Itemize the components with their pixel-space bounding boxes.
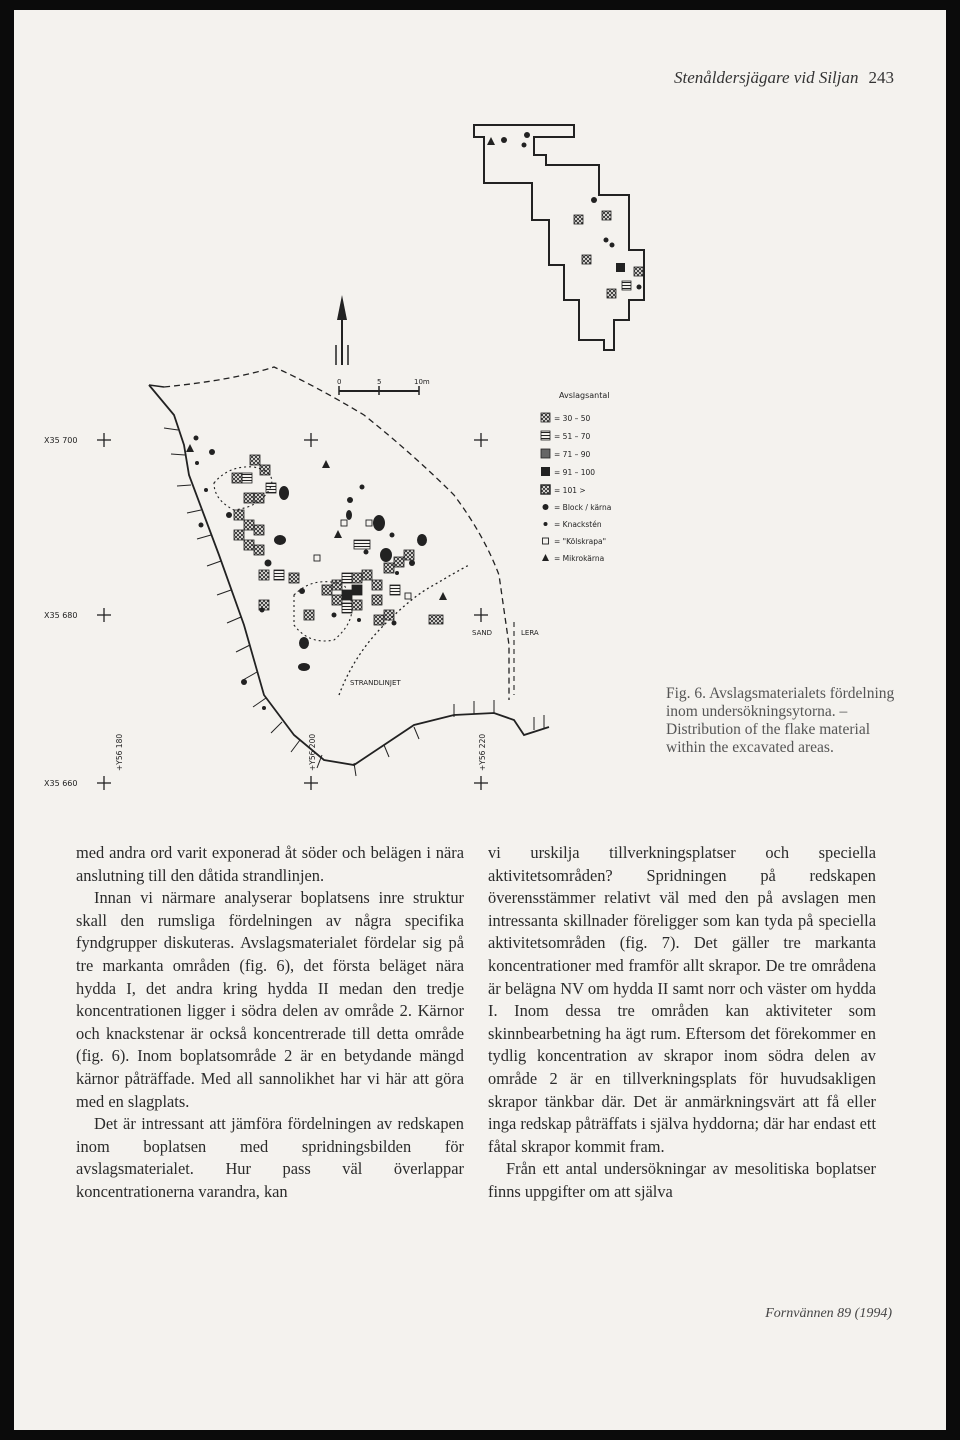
label-lera: LERA [521, 629, 539, 637]
legend-title: Avslagsantal [559, 391, 610, 400]
legend-item-kolskrapa [543, 537, 607, 546]
legend-label: = Block / kärna [554, 503, 612, 512]
distribution-map-figure [44, 95, 714, 815]
filled-square-icon [541, 467, 550, 476]
legend-item-mikrokarna [542, 554, 604, 563]
legend-label: = 71 – 90 [554, 450, 591, 459]
legend-label: = "Kölskrapa" [554, 537, 607, 546]
paragraph: med andra ord varit exponerad åt söder och belägen i nära anslutning till den dåtida strandlinjen. [76, 843, 464, 885]
label-strandlinjet: STRANDLINJET [350, 679, 401, 687]
coord-y56200: +Y56 200 [308, 733, 317, 771]
filled-dot-icon [543, 504, 549, 510]
legend-label: = 91 – 100 [554, 468, 596, 477]
text-column-left [76, 842, 464, 1204]
scale-label-10: 10m [414, 378, 430, 386]
map-drawing [44, 95, 714, 815]
scale-bar [337, 378, 430, 395]
legend-item-101 [541, 485, 586, 495]
journal-page [14, 10, 946, 1430]
legend-item-71-90 [541, 449, 591, 459]
legend [541, 391, 611, 563]
open-square-icon [543, 538, 549, 544]
scale-label-0: 0 [337, 378, 342, 386]
coord-x35660: X35 660 [44, 779, 78, 788]
strandlinje-dotted [339, 565, 469, 695]
legend-label: = Knackstén [554, 520, 602, 529]
coord-x35700: X35 700 [44, 436, 78, 445]
legend-item-block-karna [543, 503, 612, 512]
label-sand: SAND [472, 629, 492, 637]
page-number: 243 [868, 68, 894, 87]
scale-label-5: 5 [377, 378, 382, 386]
coord-x35680: X35 680 [44, 611, 78, 620]
small-dot-icon [544, 522, 548, 526]
striped-square-icon [541, 431, 550, 440]
north-arrow-icon [336, 295, 348, 365]
cross-hatch-square-icon [541, 413, 550, 422]
paragraph: Innan vi närmare analyserar boplatsens inre struktur skall den rumsliga fördelningen av några specifika fyndgrupper diskuteras. Avslagsmaterialet fördelar sig på tre markanta områden (fig. 6), det första beläget nära hydda I, det andra kring hydda II medan den tredje koncentrationen ligger i södra delen av område 2. Kärnor och knackstenar är också koncentrerade till detta område (fig. 6). Inom boplatsområde 2 är en betydande mängd kärnor påträffade. Med all sannolikhet har vi här att göra med en slagplats. [76, 888, 464, 1111]
legend-item-91-100 [541, 467, 595, 477]
journal-footer: Fornvännen 89 (1994) [765, 1306, 892, 1321]
triangle-icon [542, 554, 549, 561]
coord-y56180: +Y56 180 [115, 733, 124, 771]
figure-caption: Fig. 6. Avslagsmaterialets fördelning inom undersökningsytorna. – Distribution of the flake material within the excavated areas. [666, 685, 895, 756]
dense-square-icon [541, 485, 550, 494]
paragraph: vi urskilja tillverkningsplatser och speciella aktivitetsområden? Spridningen på redskapen överensstämmer relativt väl med den på avslagen men intressanta skillnader föreligger som kan tyda på speciella aktivitetsområden (fig. 7). Det gäller tre markanta koncentrationer med framför allt skrapor. De tre områdena är belägna NV om hydda II samt norr och väster om hydda I. Inom dessa tre områden kan aktiviteter som skinnbearbetning ha ägt rum. Eftersom det förekommer en tydlig koncentration av skrapor inom södra delen av område 2 är en tillverkningsplats för huvudsakligen skrapor tänkbar där. Det är anmärkningsvärt att få eller inga redskap påträffats i själva hyddorna; där har endast ett fåtal skrapor kommit fram. [488, 843, 876, 1156]
upper-excavation-outline [474, 125, 644, 350]
paragraph: Från ett antal undersökningar av mesolitiska boplatser finns uppgifter om att själva [488, 1159, 876, 1201]
legend-item-knacksten [544, 520, 602, 529]
coord-y56220: +Y56 220 [478, 733, 487, 771]
running-header [594, 68, 894, 88]
legend-label: = Mikrokärna [554, 554, 605, 563]
running-title: Stenåldersjägare vid Siljan [674, 68, 859, 87]
legend-item-30-50 [541, 413, 591, 423]
legend-item-51-70 [541, 431, 591, 441]
legend-label: = 101 > [554, 486, 586, 495]
text-column-right [488, 842, 876, 1204]
paragraph: Det är intressant att jämföra fördelningen av redskapen inom boplatsen med spridningsbilden för avslagsmaterialet. Hur pass väl överlappar koncentrationerna varandra, kan [76, 1114, 464, 1201]
legend-label: = 30 – 50 [554, 414, 591, 423]
grid-square-icon [541, 449, 550, 458]
legend-label: = 51 – 70 [554, 432, 591, 441]
